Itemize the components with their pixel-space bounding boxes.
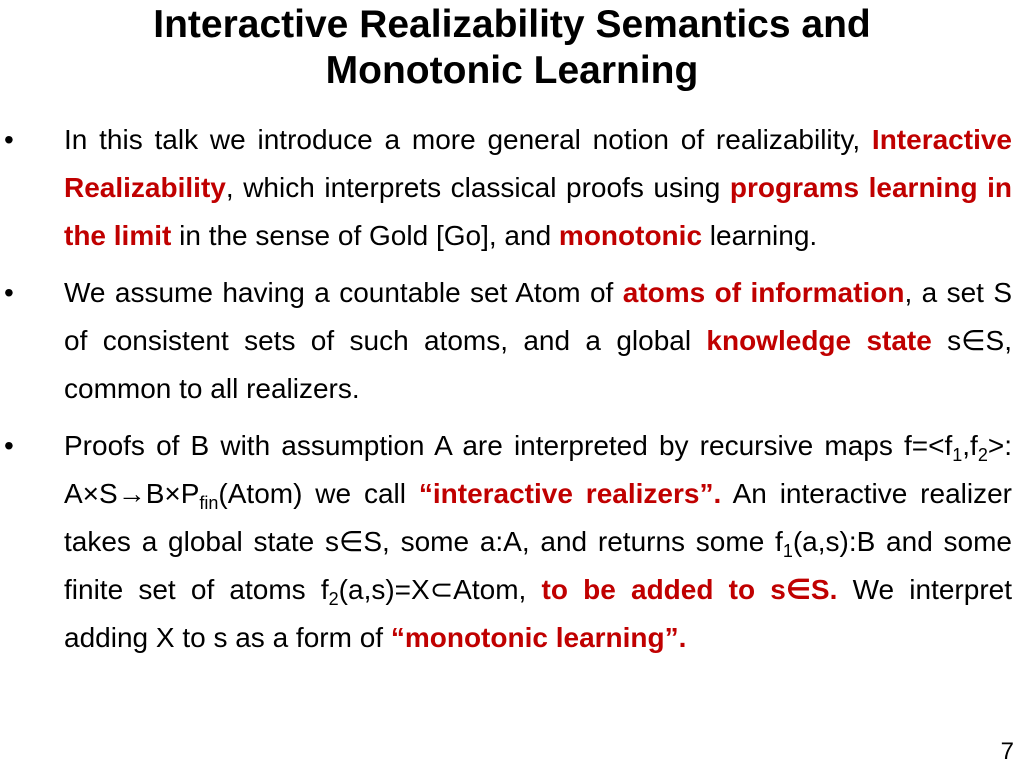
bullet-item-1 (0, 116, 1024, 260)
bullet-marker: • (4, 124, 14, 155)
highlight-to-be-added: to be added to s∈S. (541, 574, 838, 605)
highlight-interactive-realizability: Interactive Realizability (64, 124, 1012, 203)
bullet-3-text: An interactive realizer takes a global state s∈S, some a:A, and returns some f (64, 478, 1012, 557)
bullet-marker: • (4, 277, 14, 308)
subscript: 2 (328, 589, 339, 609)
bullet-1-text: in the sense of Gold [Go], and (171, 220, 559, 251)
highlight-interactive-realizers: “interactive realizers”. (418, 478, 722, 509)
slide-title (0, 2, 1024, 94)
slide-title-line-2: Monotonic Learning (325, 49, 699, 92)
page-number: 7 (1000, 738, 1014, 765)
bullet-3-text: (a,s)=X⊂Atom, (338, 574, 542, 605)
highlight-knowledge-state: knowledge state (706, 325, 932, 356)
highlight-atoms-of-information: atoms of information (622, 277, 905, 308)
subscript: 2 (977, 445, 988, 465)
subscript: 1 (952, 445, 963, 465)
bullet-3-text: Proofs of B with assumption A are interpreted by recursive maps f=<f (64, 430, 953, 461)
bullet-3-text: We interpret adding X to s as a form of (64, 574, 1013, 653)
bullet-list (0, 116, 1024, 671)
slide-title-line-1: Interactive Realizability Semantics and (153, 3, 871, 46)
bullet-3-text: >: A×S→B×P (64, 430, 1012, 509)
bullet-2-text: s∈S, common to all realizers. (64, 325, 1013, 404)
bullet-item-3 (0, 422, 1024, 662)
bullet-2-text: , a set S of consistent sets of such atoms, and a global (64, 277, 1013, 356)
bullet-1-text: In this talk we introduce a more general notion of realizability, (64, 124, 872, 155)
bullet-1-text: , which interprets classical proofs using (225, 172, 730, 203)
subscript: 1 (782, 541, 793, 561)
bullet-2-text: We assume having a countable set Atom of (64, 277, 623, 308)
bullet-item-2 (0, 269, 1024, 413)
highlight-monotonic-learning: “monotonic learning”. (390, 622, 687, 653)
bullet-3-text: (a,s):B and some finite set of atoms f (64, 526, 1012, 605)
bullet-1-text: learning. (702, 220, 818, 251)
bullet-marker: • (4, 430, 14, 461)
bullet-3-text: (Atom) we call (218, 478, 419, 509)
subscript: fin (199, 493, 219, 513)
highlight-monotonic: monotonic (558, 220, 703, 251)
highlight-programs-learning: programs learning in the limit (64, 172, 1012, 251)
bullet-3-text: ,f (962, 430, 978, 461)
